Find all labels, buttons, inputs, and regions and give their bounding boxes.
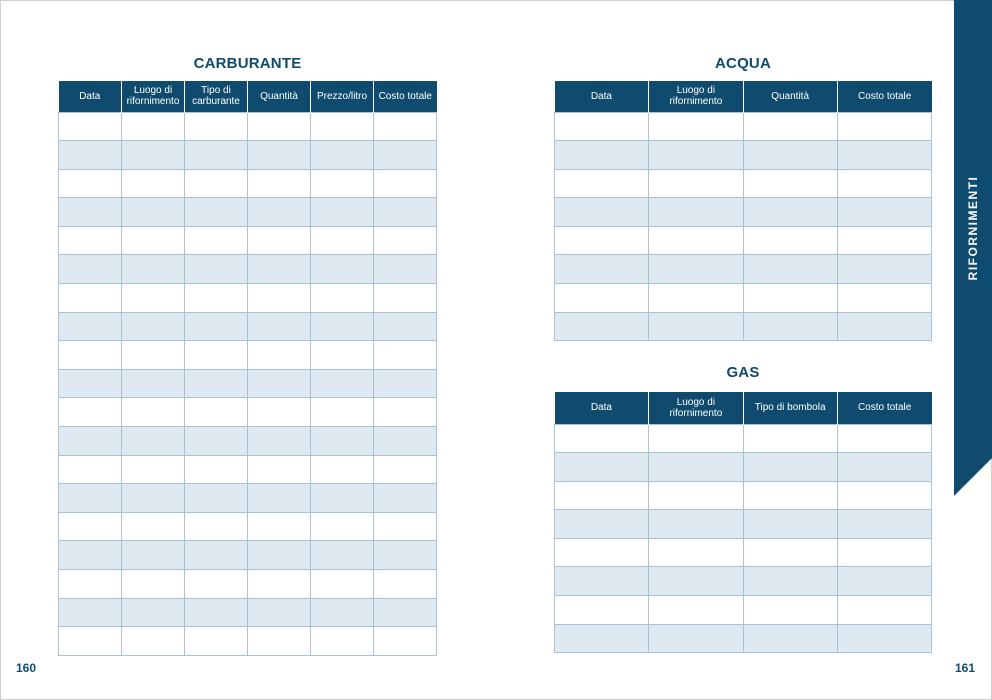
table-row <box>555 424 932 453</box>
table-cell[interactable] <box>649 538 743 567</box>
table-cell[interactable] <box>743 510 837 539</box>
table-row <box>59 398 437 427</box>
table-cell[interactable] <box>311 398 374 427</box>
table-cell[interactable] <box>649 169 743 198</box>
table-cell[interactable] <box>248 484 311 513</box>
table-cell[interactable] <box>122 398 185 427</box>
table-cell[interactable] <box>122 284 185 313</box>
table-cell[interactable] <box>311 312 374 341</box>
table-row <box>555 510 932 539</box>
table-row <box>555 624 932 653</box>
table-cell[interactable] <box>59 226 122 255</box>
table-cell[interactable] <box>837 255 931 284</box>
table-cell[interactable] <box>59 369 122 398</box>
gas-title: GAS <box>726 364 760 381</box>
carburante-title: CARBURANTE <box>193 55 302 72</box>
table-cell[interactable] <box>374 198 437 227</box>
table-row <box>59 255 437 284</box>
table-cell[interactable] <box>248 255 311 284</box>
table-cell[interactable] <box>374 226 437 255</box>
table-cell[interactable] <box>837 538 931 567</box>
column-header: Costo totale <box>837 81 931 112</box>
table-cell[interactable] <box>649 255 743 284</box>
table-cell[interactable] <box>374 598 437 627</box>
table-cell[interactable] <box>837 481 931 510</box>
table-cell[interactable] <box>555 424 649 453</box>
table-row <box>555 255 932 284</box>
column-header: Luogo di rifornimento <box>122 81 185 112</box>
column-header: Luogo di rifornimento <box>649 81 743 112</box>
column-header: Tipo di carburante <box>185 81 248 112</box>
table-row <box>59 141 437 170</box>
table-cell[interactable] <box>59 341 122 370</box>
table-cell[interactable] <box>374 169 437 198</box>
table-cell[interactable] <box>122 627 185 656</box>
table-cell[interactable] <box>122 570 185 599</box>
table-cell[interactable] <box>311 226 374 255</box>
table-cell[interactable] <box>122 312 185 341</box>
table-cell[interactable] <box>649 481 743 510</box>
table-cell[interactable] <box>122 341 185 370</box>
table-cell[interactable] <box>185 512 248 541</box>
section-tab-label: RIFORNIMENTI <box>966 175 980 281</box>
table-cell[interactable] <box>122 141 185 170</box>
table-cell[interactable] <box>59 169 122 198</box>
table-cell[interactable] <box>649 453 743 482</box>
table-cell[interactable] <box>185 484 248 513</box>
table-cell[interactable] <box>374 398 437 427</box>
table-cell[interactable] <box>555 284 649 313</box>
column-header: Luogo di rifornimento <box>649 392 743 424</box>
table-cell[interactable] <box>374 141 437 170</box>
table-cell[interactable] <box>311 198 374 227</box>
table-cell[interactable] <box>555 141 649 170</box>
column-header: Quantità <box>248 81 311 112</box>
table-cell[interactable] <box>122 541 185 570</box>
table-cell[interactable] <box>185 255 248 284</box>
table-cell[interactable] <box>555 112 649 141</box>
table-row <box>59 312 437 341</box>
table-cell[interactable] <box>122 512 185 541</box>
table-row <box>59 484 437 513</box>
table-cell[interactable] <box>311 112 374 141</box>
table-cell[interactable] <box>185 141 248 170</box>
table-cell[interactable] <box>248 198 311 227</box>
column-header: Quantità <box>743 81 837 112</box>
table-cell[interactable] <box>59 570 122 599</box>
table-cell[interactable] <box>649 424 743 453</box>
carburante-table <box>58 81 437 656</box>
table-cell[interactable] <box>122 484 185 513</box>
table-cell[interactable] <box>555 567 649 596</box>
table-cell[interactable] <box>555 481 649 510</box>
table-cell[interactable] <box>649 198 743 227</box>
table-cell[interactable] <box>248 455 311 484</box>
table-cell[interactable] <box>374 255 437 284</box>
table-cell[interactable] <box>311 427 374 456</box>
table-row <box>59 627 437 656</box>
table-cell[interactable] <box>185 312 248 341</box>
page-number-right: 161 <box>955 661 976 675</box>
table-cell[interactable] <box>185 455 248 484</box>
section-tab-tip <box>954 458 992 496</box>
table-cell[interactable] <box>248 112 311 141</box>
column-header: Data <box>555 81 649 112</box>
table-cell[interactable] <box>649 312 743 341</box>
table-cell[interactable] <box>743 255 837 284</box>
table-cell[interactable] <box>311 255 374 284</box>
table-cell[interactable] <box>248 512 311 541</box>
table-cell[interactable] <box>374 484 437 513</box>
table-cell[interactable] <box>248 598 311 627</box>
table-cell[interactable] <box>649 596 743 625</box>
table-cell[interactable] <box>185 341 248 370</box>
table-cell[interactable] <box>837 226 931 255</box>
table-cell[interactable] <box>649 226 743 255</box>
table-cell[interactable] <box>743 624 837 653</box>
table-cell[interactable] <box>555 255 649 284</box>
table-cell[interactable] <box>311 484 374 513</box>
table-cell[interactable] <box>555 453 649 482</box>
table-cell[interactable] <box>743 481 837 510</box>
table-cell[interactable] <box>185 541 248 570</box>
table-cell[interactable] <box>185 284 248 313</box>
table-cell[interactable] <box>59 198 122 227</box>
table-cell[interactable] <box>311 627 374 656</box>
table-row <box>59 570 437 599</box>
table-cell[interactable] <box>837 567 931 596</box>
table-row <box>59 341 437 370</box>
table-cell[interactable] <box>555 312 649 341</box>
table-cell[interactable] <box>374 284 437 313</box>
table-row <box>555 538 932 567</box>
table-cell[interactable] <box>248 341 311 370</box>
acqua-table <box>554 81 932 341</box>
table-cell[interactable] <box>122 598 185 627</box>
table-row <box>59 512 437 541</box>
table-row <box>555 453 932 482</box>
table-cell[interactable] <box>59 398 122 427</box>
table-cell[interactable] <box>59 284 122 313</box>
table-cell[interactable] <box>185 570 248 599</box>
table-cell[interactable] <box>59 598 122 627</box>
table-row <box>555 141 932 170</box>
table-cell[interactable] <box>248 369 311 398</box>
table-cell[interactable] <box>374 627 437 656</box>
table-cell[interactable] <box>248 226 311 255</box>
table-cell[interactable] <box>649 112 743 141</box>
table-row <box>555 312 932 341</box>
table-cell[interactable] <box>837 112 931 141</box>
column-header: Data <box>555 392 649 424</box>
table-cell[interactable] <box>743 567 837 596</box>
table-cell[interactable] <box>59 312 122 341</box>
table-cell[interactable] <box>743 424 837 453</box>
table-cell[interactable] <box>555 596 649 625</box>
table-cell[interactable] <box>837 198 931 227</box>
table-cell[interactable] <box>59 512 122 541</box>
table-cell[interactable] <box>649 510 743 539</box>
table-cell[interactable] <box>837 424 931 453</box>
table-cell[interactable] <box>59 427 122 456</box>
table-cell[interactable] <box>743 112 837 141</box>
table-cell[interactable] <box>59 112 122 141</box>
table-cell[interactable] <box>185 398 248 427</box>
table-cell[interactable] <box>122 455 185 484</box>
table-cell[interactable] <box>248 541 311 570</box>
table-cell[interactable] <box>311 598 374 627</box>
table-cell[interactable] <box>59 455 122 484</box>
table-cell[interactable] <box>248 169 311 198</box>
table-cell[interactable] <box>59 627 122 656</box>
table-cell[interactable] <box>743 226 837 255</box>
table-cell[interactable] <box>185 226 248 255</box>
table-row <box>555 567 932 596</box>
table-cell[interactable] <box>649 624 743 653</box>
table-cell[interactable] <box>555 169 649 198</box>
table-cell[interactable] <box>743 538 837 567</box>
table-cell[interactable] <box>59 141 122 170</box>
table-row <box>555 596 932 625</box>
table-cell[interactable] <box>59 541 122 570</box>
table-cell[interactable] <box>837 141 931 170</box>
acqua-title: ACQUA <box>715 55 771 72</box>
table-cell[interactable] <box>122 198 185 227</box>
table-cell[interactable] <box>555 510 649 539</box>
page-number-left: 160 <box>16 661 37 675</box>
table-row <box>555 169 932 198</box>
table-row <box>555 198 932 227</box>
table-cell[interactable] <box>743 198 837 227</box>
table-row <box>59 598 437 627</box>
column-header: Data <box>59 81 122 112</box>
table-row <box>59 427 437 456</box>
table-cell[interactable] <box>743 596 837 625</box>
table-row <box>59 541 437 570</box>
table-cell[interactable] <box>555 624 649 653</box>
table-row <box>59 198 437 227</box>
gas-table <box>554 392 932 653</box>
column-header: Tipo di bombola <box>743 392 837 424</box>
table-cell[interactable] <box>122 169 185 198</box>
table-row <box>59 226 437 255</box>
table-cell[interactable] <box>59 255 122 284</box>
table-cell[interactable] <box>555 538 649 567</box>
table-cell[interactable] <box>374 427 437 456</box>
table-row <box>555 481 932 510</box>
table-cell[interactable] <box>837 284 931 313</box>
table-row <box>555 112 932 141</box>
table-row <box>59 169 437 198</box>
column-header: Costo totale <box>374 81 437 112</box>
table-cell[interactable] <box>649 141 743 170</box>
table-cell[interactable] <box>185 112 248 141</box>
column-header: Prezzo/litro <box>311 81 374 112</box>
table-cell[interactable] <box>743 453 837 482</box>
table-cell[interactable] <box>837 453 931 482</box>
table-cell[interactable] <box>837 312 931 341</box>
table-cell[interactable] <box>311 512 374 541</box>
table-row <box>555 284 932 313</box>
table-cell[interactable] <box>311 341 374 370</box>
table-cell[interactable] <box>374 541 437 570</box>
table-cell[interactable] <box>374 369 437 398</box>
table-cell[interactable] <box>248 141 311 170</box>
table-cell[interactable] <box>122 226 185 255</box>
table-cell[interactable] <box>743 141 837 170</box>
table-cell[interactable] <box>374 570 437 599</box>
table-cell[interactable] <box>649 567 743 596</box>
table-row <box>555 226 932 255</box>
table-cell[interactable] <box>122 427 185 456</box>
table-cell[interactable] <box>311 570 374 599</box>
table-cell[interactable] <box>374 341 437 370</box>
table-cell[interactable] <box>185 427 248 456</box>
table-cell[interactable] <box>743 284 837 313</box>
table-cell[interactable] <box>374 455 437 484</box>
table-row <box>59 455 437 484</box>
table-cell[interactable] <box>311 169 374 198</box>
table-cell[interactable] <box>837 169 931 198</box>
column-header: Costo totale <box>837 392 931 424</box>
table-cell[interactable] <box>185 198 248 227</box>
table-cell[interactable] <box>311 284 374 313</box>
table-cell[interactable] <box>837 624 931 653</box>
table-cell[interactable] <box>374 512 437 541</box>
table-cell[interactable] <box>248 427 311 456</box>
table-cell[interactable] <box>374 312 437 341</box>
table-cell[interactable] <box>185 598 248 627</box>
table-row <box>59 369 437 398</box>
table-cell[interactable] <box>122 255 185 284</box>
table-cell[interactable] <box>311 141 374 170</box>
table-cell[interactable] <box>248 312 311 341</box>
table-cell[interactable] <box>374 112 437 141</box>
table-cell[interactable] <box>311 369 374 398</box>
table-cell[interactable] <box>59 484 122 513</box>
table-cell[interactable] <box>122 369 185 398</box>
table-cell[interactable] <box>837 510 931 539</box>
table-cell[interactable] <box>649 284 743 313</box>
table-cell[interactable] <box>122 112 185 141</box>
table-cell[interactable] <box>185 627 248 656</box>
table-cell[interactable] <box>185 169 248 198</box>
table-cell[interactable] <box>185 369 248 398</box>
table-cell[interactable] <box>743 169 837 198</box>
table-cell[interactable] <box>555 226 649 255</box>
table-cell[interactable] <box>248 284 311 313</box>
table-cell[interactable] <box>555 198 649 227</box>
table-cell[interactable] <box>311 455 374 484</box>
table-cell[interactable] <box>248 398 311 427</box>
table-cell[interactable] <box>743 312 837 341</box>
table-cell[interactable] <box>837 596 931 625</box>
table-cell[interactable] <box>311 541 374 570</box>
table-cell[interactable] <box>248 570 311 599</box>
table-cell[interactable] <box>248 627 311 656</box>
table-row <box>59 284 437 313</box>
table-row <box>59 112 437 141</box>
